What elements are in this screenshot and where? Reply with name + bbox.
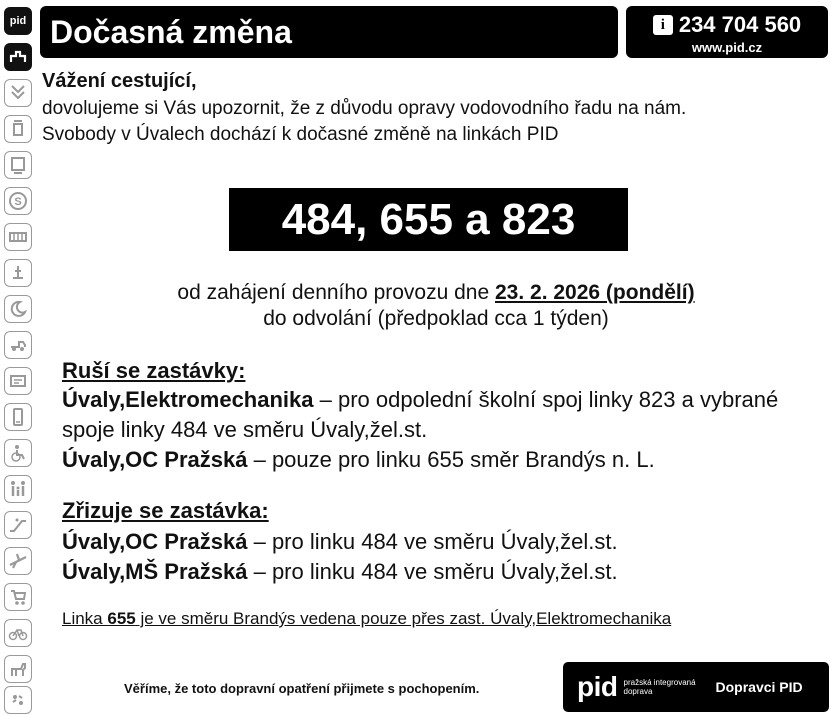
bus-stop-icon: [4, 43, 32, 71]
contact-box: [626, 6, 828, 58]
icon-sidebar: [0, 0, 36, 715]
operator-brand: [563, 662, 829, 712]
cancelled-item-1: [62, 385, 822, 445]
cancelled-stop-1: Úvaly,Elektromechanika: [62, 387, 314, 412]
footer-message: Věříme, že toto dopravní opatření přijmete s pochopením.: [124, 681, 480, 696]
established-item-1: [62, 527, 822, 557]
airport-icon: [4, 547, 32, 575]
svg-text:S: S: [14, 196, 22, 208]
s-line-icon: [4, 187, 32, 215]
info-icon: i: [653, 15, 673, 35]
cancelled-stop-2: Úvaly,OC Pražská: [62, 447, 248, 472]
phone-number: 234 704 560: [678, 12, 802, 37]
train-icon: [4, 151, 32, 179]
established-heading: Zřizuje se zastávka:: [62, 498, 269, 523]
walking-icon: [4, 686, 32, 714]
cancelled-text-2: – pouze pro linku 655 směr Brandýs n. L.: [247, 447, 655, 472]
pid-brand-logo: pid: [577, 671, 618, 702]
cancelled-heading: Ruší se zastávky:: [62, 358, 246, 383]
established-stop-1: Úvaly,OC Pražská: [62, 529, 248, 554]
bicycle-icon: [4, 619, 32, 647]
period-date: 23. 2. 2026 (pondělí): [495, 281, 695, 304]
website-link[interactable]: www.pid.cz: [691, 40, 763, 55]
night-icon: [4, 295, 32, 323]
cancelled-item-2: [62, 445, 822, 475]
note-prefix: Linka: [62, 609, 108, 628]
operator-name: Dopravci PID: [715, 679, 803, 695]
established-stop-2: Úvaly,MŠ Pražská: [62, 559, 248, 584]
route-note: [62, 609, 671, 629]
intro-line-1: dovolujeme si Vás upozornit, že z důvodu opravy vodovodního řadu na nám.: [42, 98, 687, 119]
dog-icon: [4, 655, 32, 683]
metro-icon: [4, 223, 32, 251]
period-line-2: do odvolání (předpoklad cca 1 týden): [263, 307, 609, 330]
validity-period: [40, 280, 832, 332]
cancelled-text-1: – pro odpolední školní spoj linky 823 a vybrané spoje linky 484 ve směru Úvaly,žel.st.: [62, 387, 779, 442]
escalator-icon: [4, 511, 32, 539]
ticket-icon: [4, 367, 32, 395]
affected-lines: 484, 655 a 823: [229, 188, 628, 251]
phone-icon: [4, 403, 32, 431]
established-text-2: – pro linku 484 ve směru Úvaly,žel.st.: [247, 559, 618, 584]
pid-logo-text: pid: [9, 15, 27, 27]
established-text-1: – pro linku 484 ve směru Úvaly,žel.st.: [247, 529, 618, 554]
note-suffix: je ve směru Brandýs vedena pouze přes zast. Úvaly,Elektromechanika: [135, 609, 672, 628]
pid-logo-icon: [4, 7, 32, 35]
tram-icon: [4, 115, 32, 143]
intro-line-2: Svobody v Úvalech dochází k dočasné změně na linkách PID: [42, 124, 559, 145]
wheelchair-icon: [4, 439, 32, 467]
ferry-icon: [4, 259, 32, 287]
period-line-1: [40, 280, 832, 306]
pid-brand-subtitle: pražská integrovaná doprava: [623, 678, 696, 696]
family-icon: [4, 475, 32, 503]
on-demand-icon: [4, 331, 32, 359]
period-prefix: od zahájení denního provozu dne: [177, 281, 495, 304]
phone-line: [626, 12, 828, 38]
intro-text: [42, 96, 822, 148]
stroller-icon: [4, 583, 32, 611]
transfer-icon: [4, 79, 32, 107]
note-line: 655: [107, 609, 136, 628]
established-item-2: [62, 557, 822, 587]
greeting: Vážení cestující,: [42, 70, 197, 92]
page-title: Dočasná změna: [40, 6, 618, 58]
